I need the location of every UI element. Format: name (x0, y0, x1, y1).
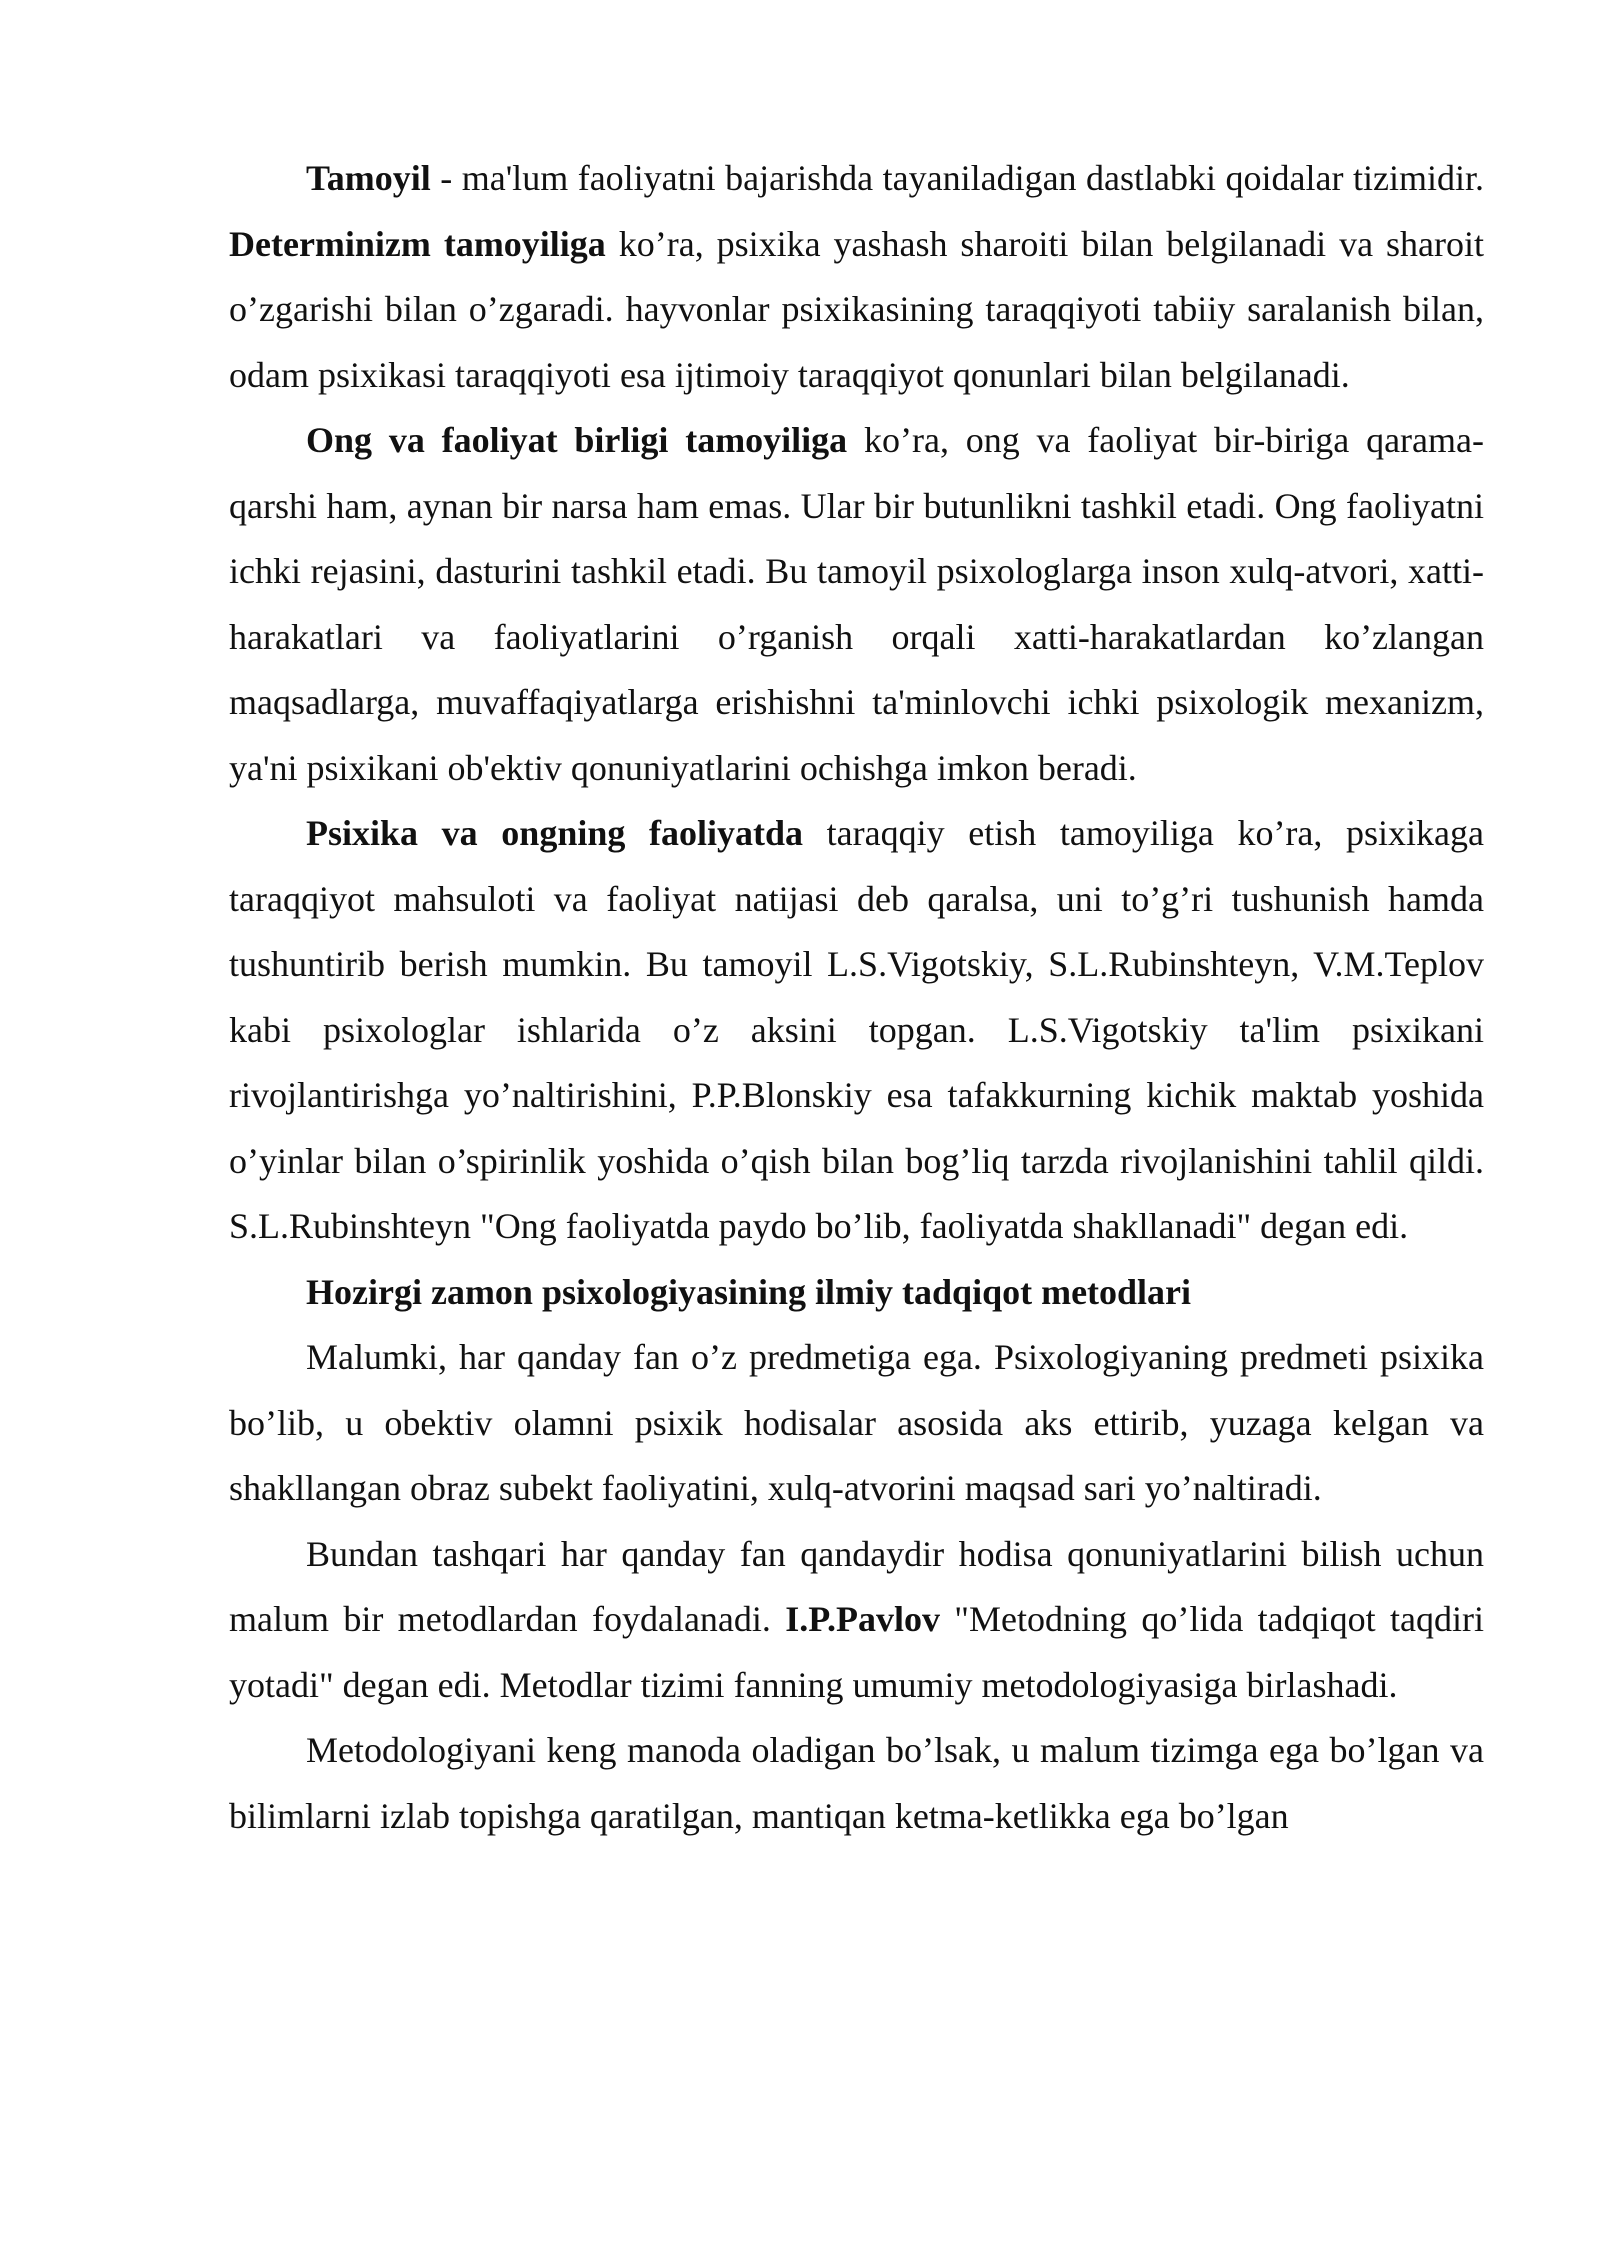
document-page (229, 146, 1484, 1849)
paragraph-predmet: Malumki, har qanday fan o’z predmetiga ega. Psixologiyaning predmeti psixika bo’lib, u obektiv olamni psixik hodisalar asosida aks ettirib, yuzaga kelgan va shakllangan obraz subekt faoliyatini, xulq-atvorini maqsad sari yo’naltiradi. (229, 1337, 1484, 1508)
section-heading: Hozirgi zamon psixologiyasining ilmiy tadqiqot metodlari (306, 1271, 1192, 1312)
term-tamoyil: Tamoyil (306, 158, 431, 198)
paragraph-text: "Metodning qo’lida tadqiqot taqdiri yotadi" degan edi. Metodlar tizimi fanning umumiy metodologiyasiga birlashadi. (229, 1599, 1484, 1705)
paragraph-text: ko’ra, ong va faoliyat bir-biriga qarama-qarshi ham, aynan bir narsa ham emas. Ular bir butunlikni tashkil etadi. Ong faoliyatni ichki rejasini, dasturini tashkil etadi. Bu tamoyil psixologlarga inson xulq-atvori, xatti-harakatlari va faoliyatlarini o’rganish orqali xatti-harakatlardan ko’zlangan maqsadlarga, muvaffaqiyatlarga erishishni ta'minlovchi ichki psixologik mexanizm, ya'ni psixikani ob'ektiv qonuniyatlarini ochishga imkon beradi. (229, 420, 1484, 788)
paragraph-ong-faoliyat (229, 408, 1484, 801)
paragraph-metodlar (229, 1522, 1484, 1719)
paragraph-psixika-taraqqiyot (229, 801, 1484, 1260)
term-determinizm: Determinizm tamoyiliga (229, 223, 606, 264)
term-pavlov: I.P.Pavlov (785, 1599, 940, 1639)
paragraph-metodologiya: Metodologiyani keng manoda oladigan bo’lsak, u malum tizimga ega bo’lgan va bilimlarni izlab topishga qaratilgan, mantiqan ketma-ketlikka ega bo’lgan (229, 1730, 1484, 1836)
paragraph-tamoyil (229, 146, 1484, 408)
term-psixika-ong: Psixika va ongning faoliyatda (306, 813, 803, 853)
paragraph-text: ko’ra, psixika yashash sharoiti bilan belgilanadi va sharoit o’zgarishi bilan o’zgaradi. hayvonlar psixikasining taraqqiyoti tabiiy saralanish bilan, odam psixikasi taraqqiyoti esa ijtimoiy taraqqiyot qonunlari bilan belgilanadi. (229, 223, 1484, 395)
term-ong-faoliyat: Ong va faoliyat birligi tamoyiliga (306, 420, 848, 460)
paragraph-text: taraqqiy etish tamoyiliga ko’ra, psixikaga taraqqiyot mahsuloti va faoliyat natijasi deb qaralsa, uni to’g’ri tushunish hamda tushuntirib berish mumkin. Bu tamoyil L.S.Vigotskiy, S.L.Rubinshteyn, V.M.Teplov kabi psixologlar ishlarida o’z aksini topgan. L.S.Vigotskiy ta'lim psixikani rivojlantirishga yo’naltirishini, P.P.Blonskiy esa tafakkurning kichik maktab yoshida o’yinlar bilan o’spirinlik yoshida o’qish bilan bog’liq tarzda rivojlanishini tahlil qildi. S.L.Rubinshteyn "Ong faoliyatda paydo bo’lib, faoliyatda shakllanadi" degan edi. (229, 813, 1484, 1246)
paragraph-text: Bundan tashqari har qanday fan qandaydir hodisa qonuniyatlarini bilish uchun malum bir metodlardan foydalanadi. (229, 1533, 1484, 1639)
paragraph-text: - ma'lum faoliyatni bajarishda tayaniladigan dastlabki qoidalar tizimidir. (430, 158, 1484, 198)
